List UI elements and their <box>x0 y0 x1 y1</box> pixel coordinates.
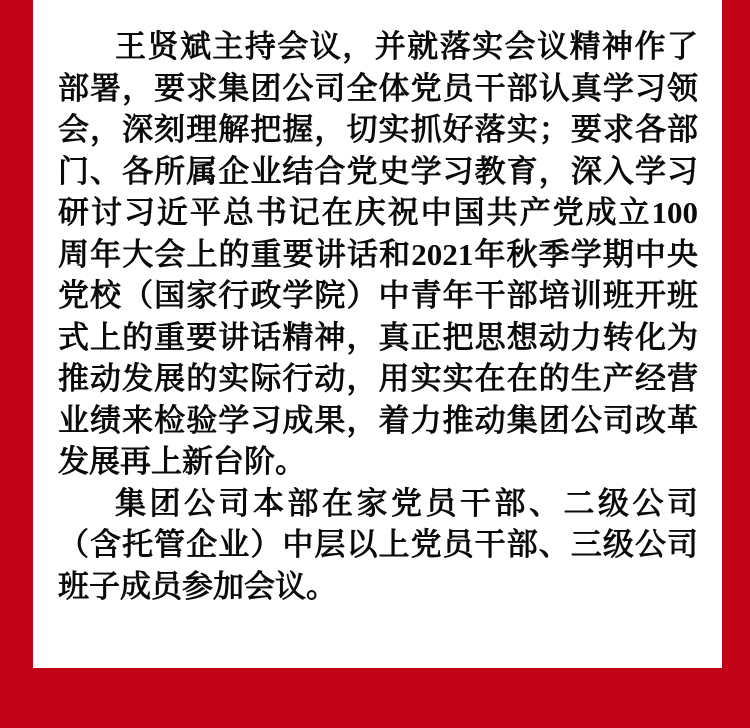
text-line: （含托管企业）中层以上党员干部、三级公司 <box>58 527 698 562</box>
article-text <box>58 26 698 607</box>
text-line: 集团公司本部在家党员干部、二级公司 <box>115 485 698 521</box>
text-line: 发展再上新台阶。 <box>58 444 306 479</box>
text-line: 研讨习近平总书记在庆祝中国共产党成立100 <box>58 195 698 230</box>
text-line: 班子成员参加会议。 <box>58 568 337 604</box>
text-line: 部署，要求集团公司全体党员干部认真学习领 <box>58 70 698 106</box>
text-line: 推动发展的实际行动，用实实在在的生产经营 <box>58 361 698 396</box>
text-line: 业绩来检验学习成果，着力推动集团公司改革 <box>58 402 698 438</box>
paragraph-1 <box>58 26 698 483</box>
text-line: 党校（国家行政学院）中青年干部培训班开班 <box>58 278 698 313</box>
content-card <box>33 0 722 668</box>
text-line: 门、各所属企业结合党史学习教育，深入学习 <box>58 153 698 189</box>
text-line: 周年大会上的重要讲话和2021年秋季学期中央 <box>58 236 698 272</box>
text-line: 会，深刻理解把握，切实抓好落实；要求各部 <box>58 112 698 147</box>
text-line: 式上的重要讲话精神，真正把思想动力转化为 <box>58 319 698 355</box>
text-line: 王贤斌主持会议，并就落实会议精神作了 <box>115 29 698 64</box>
paragraph-2 <box>58 483 698 608</box>
